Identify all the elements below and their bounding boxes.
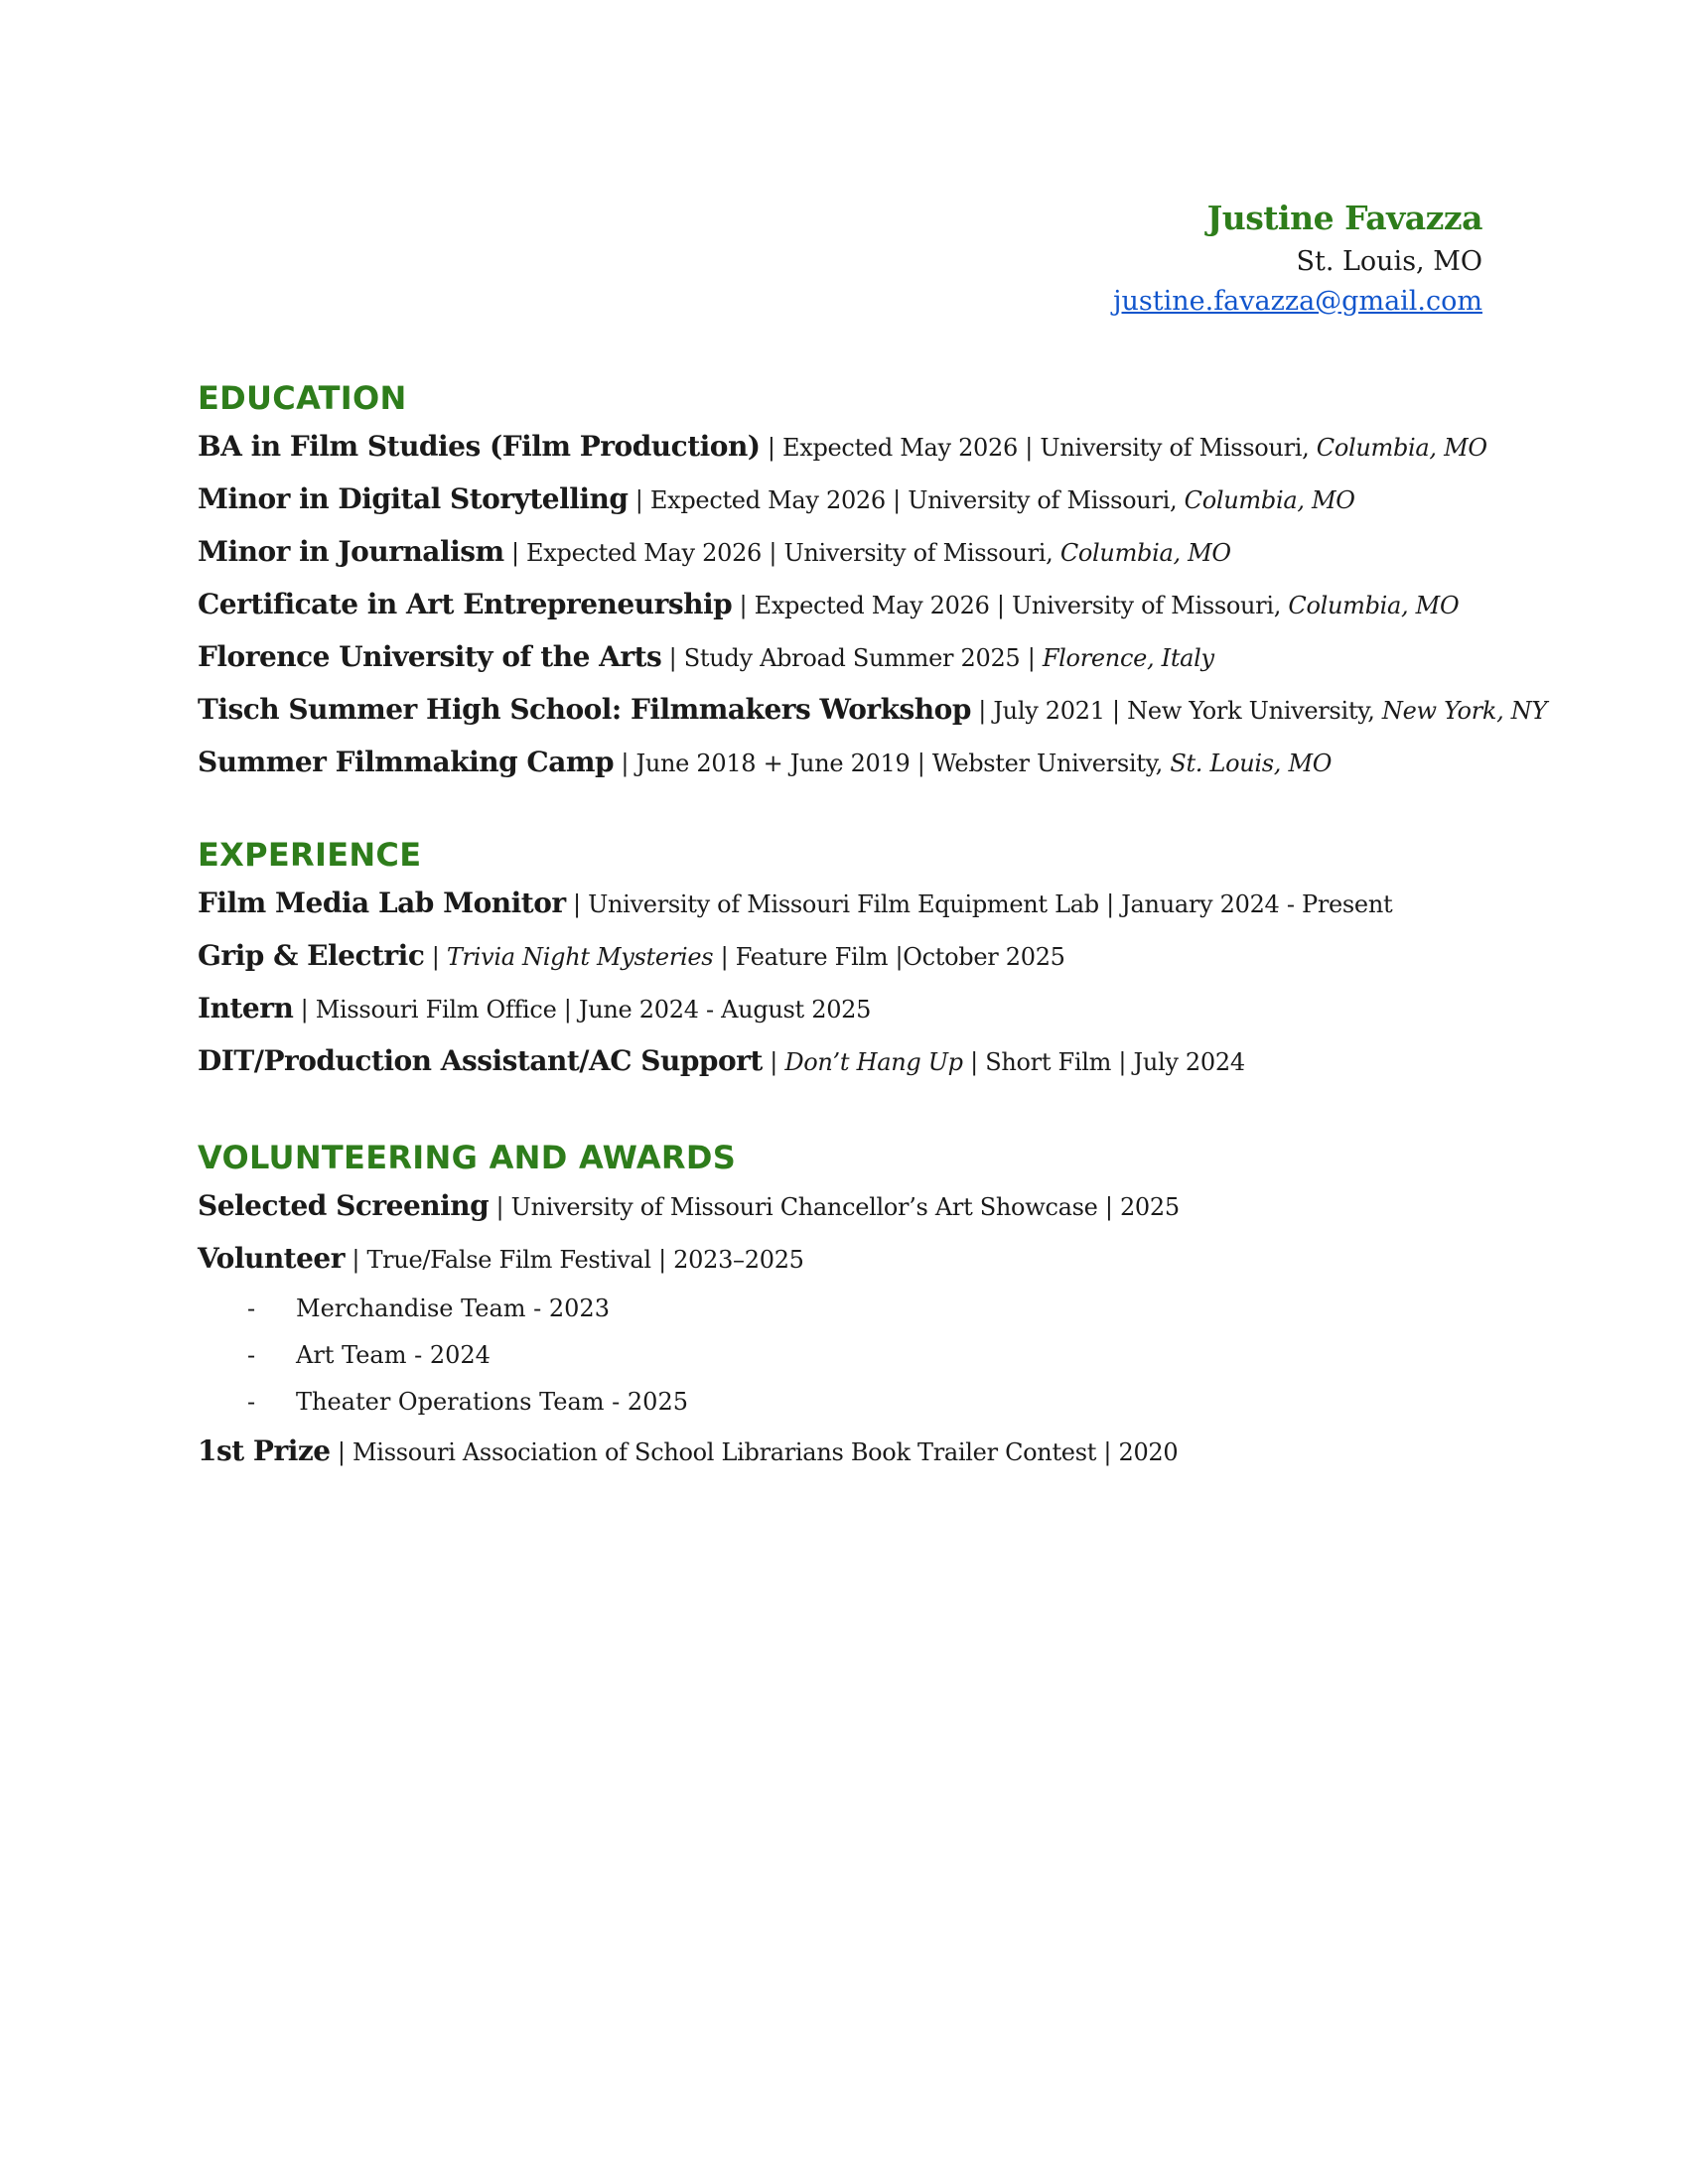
- education-entry: BA in Film Studies (Film Production) | Expected May 2026 | University of Missouri, Columbia, MO: [198, 430, 1487, 463]
- section-title-education: EDUCATION: [198, 379, 407, 417]
- education-entry: Certificate in Art Entrepreneurship | Expected May 2026 | University of Missouri, Columbia, MO: [198, 588, 1460, 620]
- volunteer-entry: Volunteer | True/False Film Festival | 2023–2025: [198, 1242, 804, 1275]
- education-section: [198, 375, 1547, 789]
- experience-entry: Film Media Lab Monitor | University of Missouri Film Equipment Lab | January 2024 - Present: [198, 887, 1393, 919]
- candidate-name: Justine Favazza: [1206, 199, 1482, 237]
- section-title-experience: EXPERIENCE: [198, 836, 422, 874]
- education-entry: Florence University of the Arts | Study Abroad Summer 2025 | Florence, Italy: [198, 640, 1214, 673]
- education-entry: Minor in Digital Storytelling | Expected May 2026 | University of Missouri, Columbia, MO: [198, 482, 1355, 515]
- list-item: - Merchandise Team - 2023: [247, 1295, 610, 1322]
- award-entry: 1st Prize | Missouri Association of School Librarians Book Trailer Contest | 2020: [198, 1434, 1179, 1467]
- email-link[interactable]: justine.favazza@gmail.com: [1113, 286, 1482, 317]
- award-entry: Selected Screening | University of Missouri Chancellor’s Art Showcase | 2025: [198, 1189, 1180, 1222]
- resume-header: [1113, 195, 1482, 322]
- volunteering-section: [198, 1135, 1180, 1478]
- experience-entry: Grip & Electric | Trivia Night Mysteries | Feature Film |October 2025: [198, 939, 1065, 972]
- list-item: - Theater Operations Team - 2025: [247, 1388, 688, 1416]
- volunteer-team-list: [198, 1286, 1180, 1426]
- experience-entry: DIT/Production Assistant/AC Support | Don’t Hang Up | Short Film | July 2024: [198, 1044, 1245, 1077]
- experience-entry: Intern | Missouri Film Office | June 2024 - August 2025: [198, 992, 872, 1024]
- education-entry: Summer Filmmaking Camp | June 2018 + June 2019 | Webster University, St. Louis, MO: [198, 746, 1333, 778]
- education-entry: Minor in Journalism | Expected May 2026 | University of Missouri, Columbia, MO: [198, 535, 1231, 568]
- education-entry: Tisch Summer High School: Filmmakers Workshop | July 2021 | New York University, New York, NY: [198, 693, 1548, 726]
- section-title-volunteering: VOLUNTEERING AND AWARDS: [198, 1139, 737, 1176]
- candidate-location: St. Louis, MO: [1296, 246, 1482, 277]
- list-item: - Art Team - 2024: [247, 1341, 491, 1369]
- experience-section: [198, 832, 1392, 1088]
